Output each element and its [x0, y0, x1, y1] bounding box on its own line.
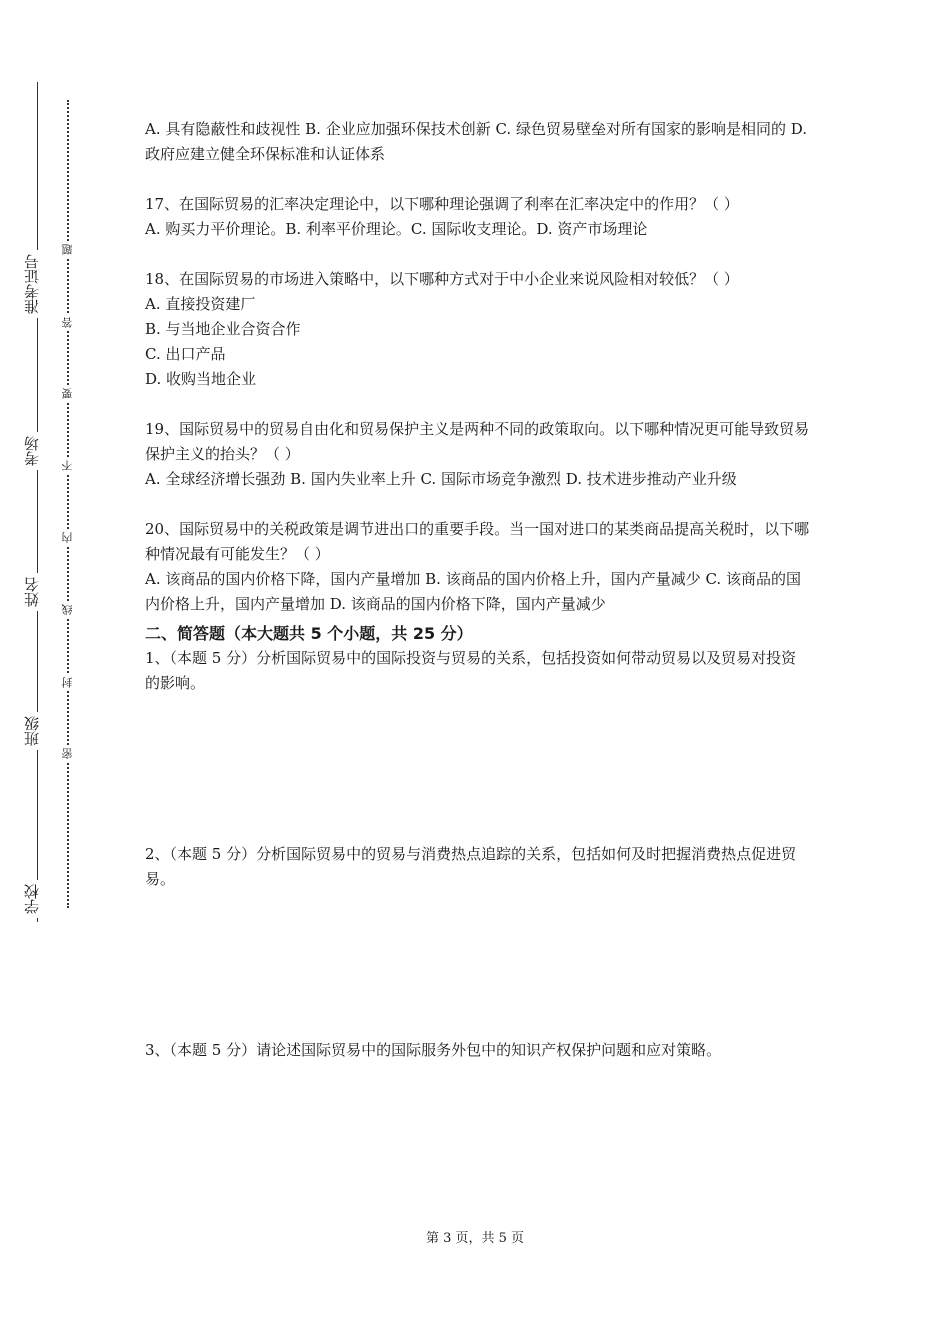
seal-dotted-line	[67, 100, 69, 908]
class-label: 班级	[22, 712, 42, 750]
question-stem: 17、在国际贸易的汇率决定理论中，以下哪种理论强调了利率在汇率决定中的作用？（ ）	[145, 195, 739, 213]
seal-char: 答	[61, 317, 74, 328]
question-18	[145, 267, 810, 392]
seal-char: 不	[61, 460, 74, 471]
name-label: 姓名	[22, 573, 42, 611]
seal-char: 封	[61, 677, 74, 688]
seal-char: 密	[61, 748, 74, 759]
seal-char: 内	[61, 532, 74, 543]
seal-char: 题	[61, 244, 74, 255]
question-options: A. 该商品的国内价格下降，国内产量增加 B. 该商品的国内价格上升，国内产量减少 C. 该商品的国内价格上升，国内产量增加 D. 该商品的国内价格下降，国内产量减少	[145, 570, 801, 613]
section-title: 二、简答题（本大题共 5 个小题，共 25 分）	[145, 624, 473, 643]
page-footer: 第 3 页，共 5 页	[425, 1231, 525, 1246]
option-a: A. 直接投资建厂	[145, 295, 256, 313]
question-stem: 19、国际贸易中的贸易自由化和贸易保护主义是两种不同的政策取向。以下哪种情况更可能导致贸易保护主义的抬头？（ ）	[145, 420, 810, 463]
option-d: D. 收购当地企业	[145, 370, 257, 388]
school-label: 学校	[22, 880, 42, 918]
short-answer-1: 1、（本题 5 分）分析国际贸易中的国际投资与贸易的关系，包括投资如何带动贸易以及贸易对投资的影响。	[145, 649, 797, 692]
exam-number-label: 准考证号	[22, 250, 42, 318]
question-20	[145, 517, 810, 617]
question-17	[145, 192, 810, 242]
short-answer-2: 2、（本题 5 分）分析国际贸易中的贸易与消费热点追踪的关系，包括如何及时把握消费热点促进贸易。	[145, 845, 797, 888]
question-19	[145, 417, 810, 492]
q16-options: A. 具有隐蔽性和歧视性 B. 企业应加强环保技术创新 C. 绿色贸易壁垒对所有国家的影响是相同的 D. 政府应建立健全环保标准和认证体系	[145, 120, 807, 163]
question-options: A. 购买力平价理论。B. 利率平价理论。C. 国际收支理论。D. 资产市场理论	[145, 220, 648, 238]
question-stem: 18、在国际贸易的市场进入策略中，以下哪种方式对于中小企业来说风险相对较低？（ ）	[145, 270, 739, 288]
short-answer-3: 3、（本题 5 分）请论述国际贸易中的国际服务外包中的知识产权保护问题和应对策略。	[145, 1041, 722, 1059]
seal-char: 要	[61, 388, 74, 399]
option-c: C. 出口产品	[145, 345, 226, 363]
question-options: A. 全球经济增长强劲 B. 国内失业率上升 C. 国际市场竞争激烈 D. 技术进步推动产业升级	[145, 470, 737, 488]
option-b: B. 与当地企业合资合作	[145, 320, 301, 338]
exam-room-label: 考场	[22, 432, 42, 470]
seal-char: 线	[61, 604, 74, 615]
exam-content	[145, 117, 810, 1063]
binding-solid-line	[37, 82, 38, 922]
question-stem: 20、国际贸易中的关税政策是调节进出口的重要手段。当一国对进口的某类商品提高关税时，以下哪种情况最有可能发生？（ ）	[145, 520, 810, 563]
